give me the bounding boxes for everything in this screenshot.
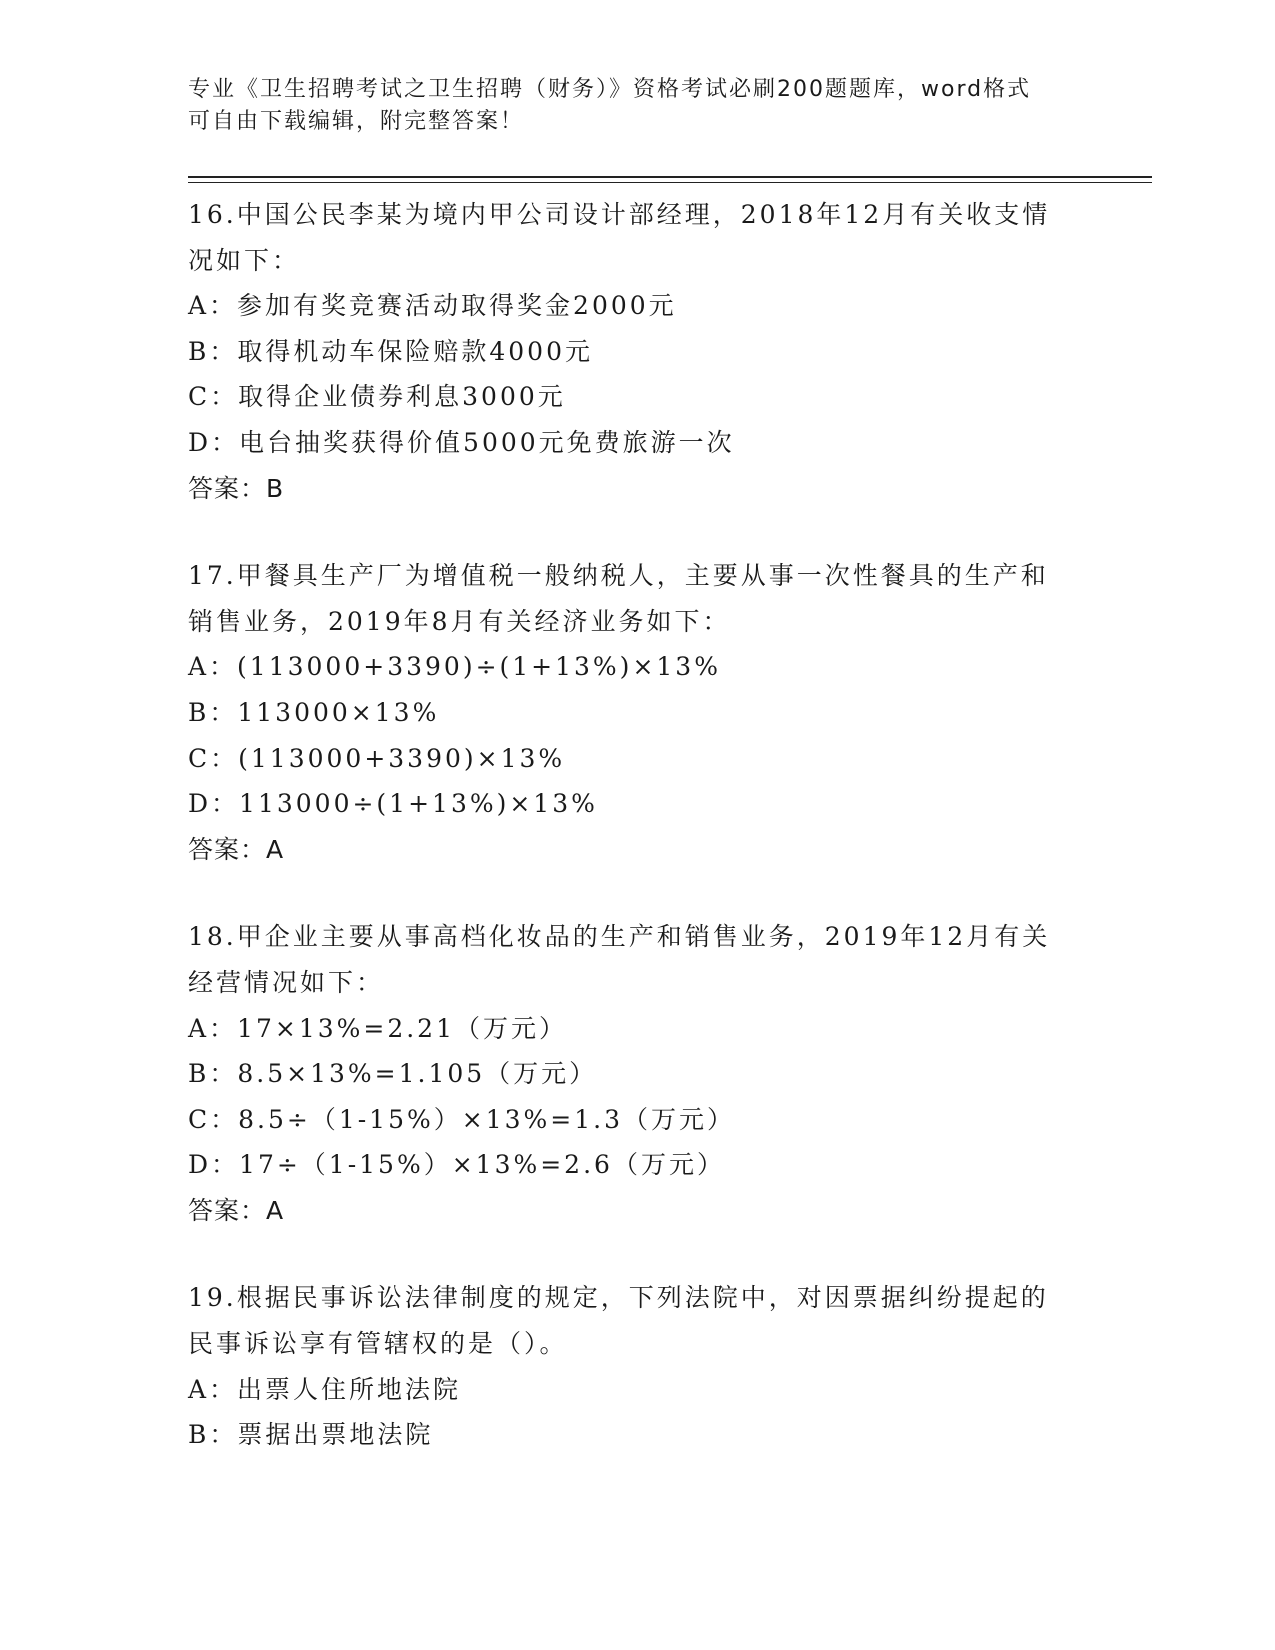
header-divider-thick [188,176,1152,178]
header-line-1: 专业《卫生招聘考试之卫生招聘（财务）》资格考试必刷200题题库，word格式 [188,77,1032,102]
option-b: B：取得机动车保险赔款4000元 [188,336,593,366]
option-a: A：17×13%=2.21（万元） [188,1013,567,1043]
answer-line: 答案：A [188,1195,285,1225]
question-stem-line: 况如下： [188,245,301,275]
question-stem-line: 19.根据民事诉讼法律制度的规定，下列法院中，对因票据纠纷提起的 [188,1283,1049,1313]
question-stem-line: 16.中国公民李某为境内甲公司设计部经理，2018年12月有关收支情 [188,200,1051,229]
option-a: A：(113000+3390)÷(1+13%)×13% [188,652,721,682]
question-stem-line: 经营情况如下： [188,967,385,997]
header-line-2: 可自由下载编辑，附完整答案！ [188,109,525,134]
option-d: D：113000÷(1+13%)×13% [188,789,598,819]
header-divider-thin [188,182,1152,183]
option-b: B：113000×13% [188,697,440,727]
option-c: C：取得企业债券利息3000元 [188,382,566,412]
question-19 [188,1275,1088,1457]
question-16 [188,192,1088,511]
question-18 [188,914,1088,1233]
option-c: C：(113000+3390)×13% [188,743,566,773]
question-stem-line: 18.甲企业主要从事高档化妆品的生产和销售业务，2019年12月有关 [188,922,1051,952]
answer-line: 答案：A [188,834,285,864]
question-stem-line: 销售业务，2019年8月有关经济业务如下： [188,606,731,636]
option-a: A：出票人住所地法院 [188,1374,462,1404]
document-header [188,74,1068,138]
option-d: D：电台抽奖获得价值5000元免费旅游一次 [188,427,735,457]
question-list [188,192,1088,1500]
answer-line: 答案：B [188,473,285,503]
question-17 [188,553,1088,872]
option-b: B：票据出票地法院 [188,1420,434,1450]
question-stem-line: 民事诉讼享有管辖权的是（）。 [188,1329,568,1359]
option-d: D：17÷（1-15%）×13%=2.6（万元） [188,1150,725,1180]
option-a: A：参加有奖竞赛活动取得奖金2000元 [188,291,677,321]
option-b: B：8.5×13%=1.105（万元） [188,1059,598,1089]
option-c: C：8.5÷（1-15%）×13%=1.3（万元） [188,1104,735,1134]
question-stem-line: 17.甲餐具生产厂为增值税一般纳税人，主要从事一次性餐具的生产和 [188,561,1049,591]
